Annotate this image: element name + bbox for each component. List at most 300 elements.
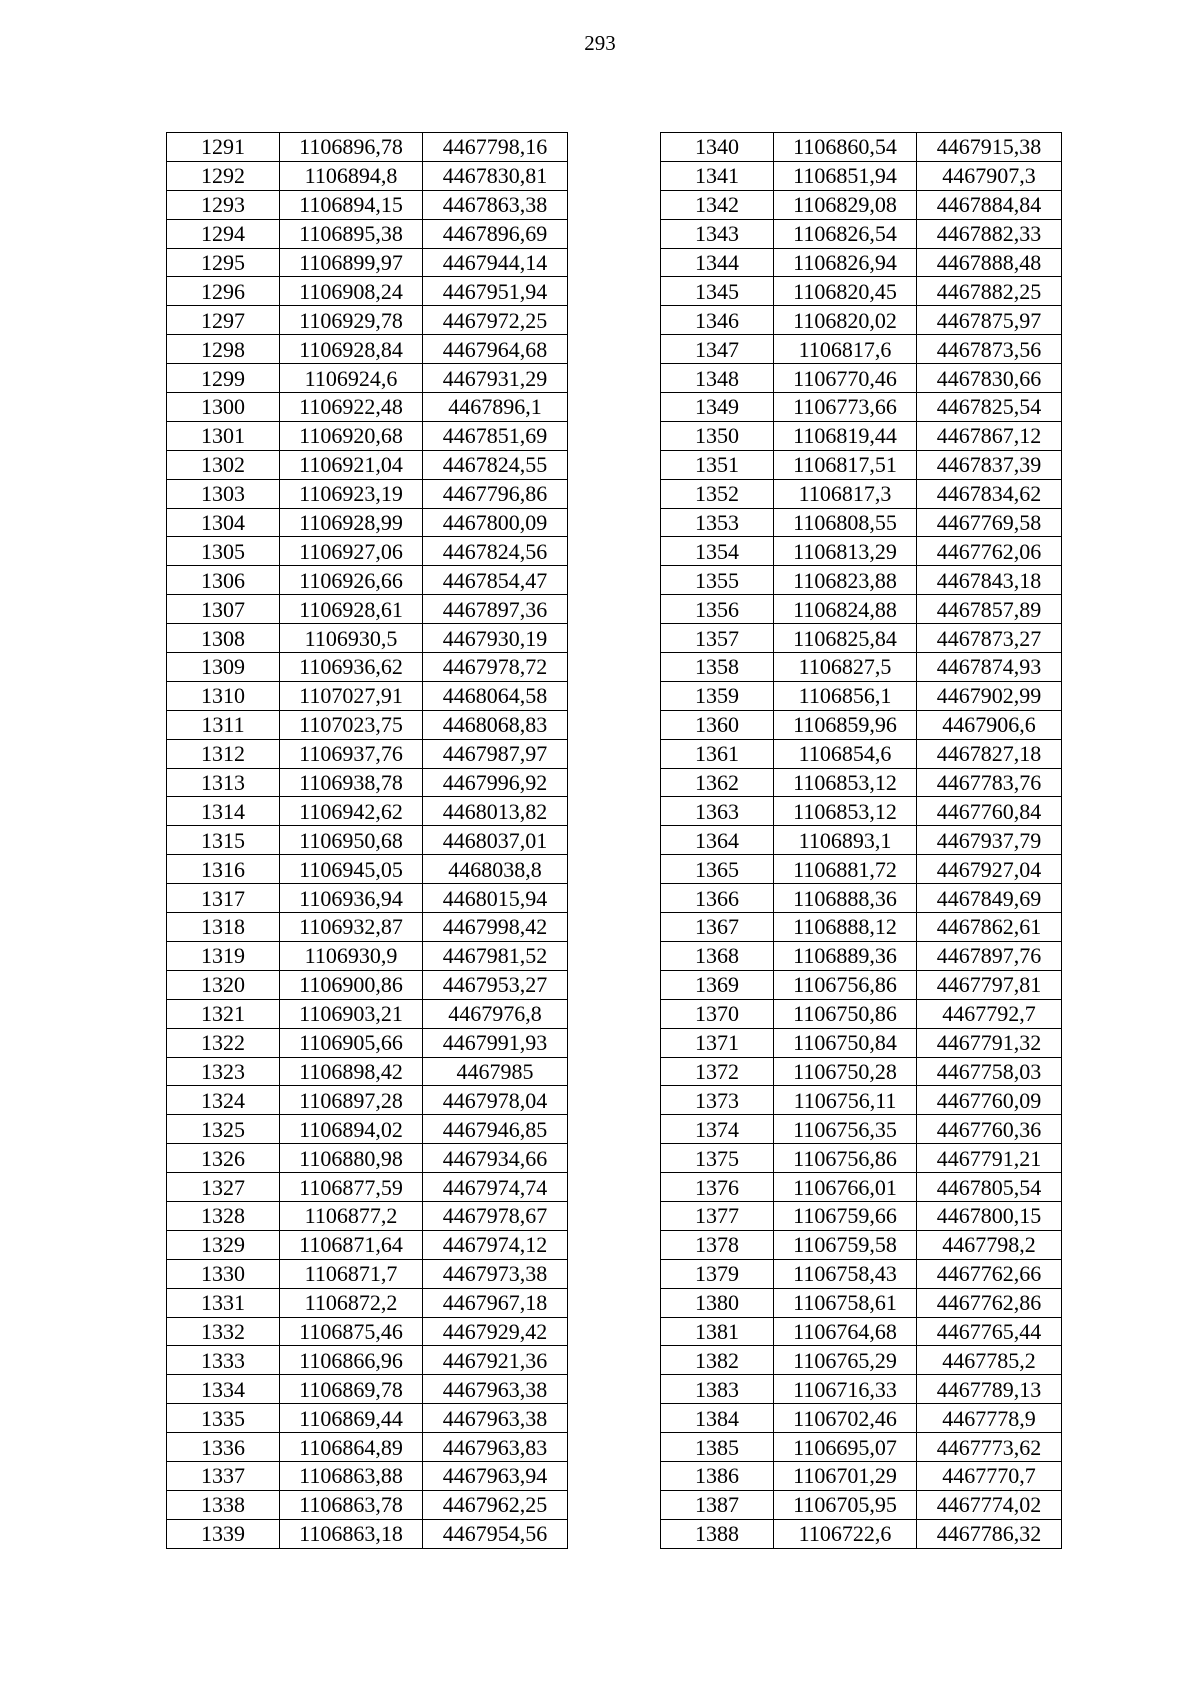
point-number-cell: 1298 <box>167 335 280 364</box>
x-coordinate-cell: 1106871,7 <box>280 1259 423 1288</box>
y-coordinate-cell: 4467930,19 <box>423 624 568 653</box>
point-number-cell: 1325 <box>167 1115 280 1144</box>
y-coordinate-cell: 4467963,83 <box>423 1433 568 1462</box>
point-number-cell: 1345 <box>661 277 774 306</box>
point-number-cell: 1291 <box>167 133 280 162</box>
point-number-cell: 1305 <box>167 537 280 566</box>
x-coordinate-cell: 1106819,44 <box>774 421 917 450</box>
table-row <box>661 479 1062 508</box>
y-coordinate-cell: 4467824,55 <box>423 450 568 479</box>
y-coordinate-cell: 4467770,7 <box>917 1461 1062 1490</box>
x-coordinate-cell: 1106932,87 <box>280 913 423 942</box>
table-row <box>167 364 568 393</box>
table-row <box>167 1201 568 1230</box>
y-coordinate-cell: 4467962,25 <box>423 1490 568 1519</box>
y-coordinate-cell: 4467875,97 <box>917 306 1062 335</box>
x-coordinate-cell: 1106926,66 <box>280 566 423 595</box>
point-number-cell: 1376 <box>661 1173 774 1202</box>
x-coordinate-cell: 1106880,98 <box>280 1144 423 1173</box>
table-row <box>661 1490 1062 1519</box>
point-number-cell: 1346 <box>661 306 774 335</box>
x-coordinate-cell: 1106863,88 <box>280 1461 423 1490</box>
point-number-cell: 1354 <box>661 537 774 566</box>
point-number-cell: 1383 <box>661 1375 774 1404</box>
table-body <box>661 133 1062 1549</box>
point-number-cell: 1373 <box>661 1086 774 1115</box>
table-row <box>167 450 568 479</box>
point-number-cell: 1308 <box>167 624 280 653</box>
table-row <box>661 306 1062 335</box>
y-coordinate-cell: 4467762,06 <box>917 537 1062 566</box>
point-number-cell: 1347 <box>661 335 774 364</box>
table-row <box>661 768 1062 797</box>
x-coordinate-cell: 1106920,68 <box>280 421 423 450</box>
y-coordinate-cell: 4467896,69 <box>423 219 568 248</box>
y-coordinate-cell: 4467963,38 <box>423 1375 568 1404</box>
y-coordinate-cell: 4467760,36 <box>917 1115 1062 1144</box>
y-coordinate-cell: 4467978,72 <box>423 653 568 682</box>
table-row <box>167 941 568 970</box>
y-coordinate-cell: 4468015,94 <box>423 884 568 913</box>
point-number-cell: 1348 <box>661 364 774 393</box>
y-coordinate-cell: 4467954,56 <box>423 1519 568 1548</box>
point-number-cell: 1344 <box>661 248 774 277</box>
y-coordinate-cell: 4467797,81 <box>917 970 1062 999</box>
point-number-cell: 1315 <box>167 826 280 855</box>
point-number-cell: 1326 <box>167 1144 280 1173</box>
table-row <box>661 364 1062 393</box>
x-coordinate-cell: 1106921,04 <box>280 450 423 479</box>
x-coordinate-cell: 1106823,88 <box>774 566 917 595</box>
y-coordinate-cell: 4467934,66 <box>423 1144 568 1173</box>
point-number-cell: 1306 <box>167 566 280 595</box>
x-coordinate-cell: 1106851,94 <box>774 161 917 190</box>
point-number-cell: 1318 <box>167 913 280 942</box>
point-number-cell: 1307 <box>167 595 280 624</box>
table-row <box>661 653 1062 682</box>
x-coordinate-cell: 1107027,91 <box>280 681 423 710</box>
table-row <box>167 739 568 768</box>
y-coordinate-cell: 4467874,93 <box>917 653 1062 682</box>
y-coordinate-cell: 4467824,56 <box>423 537 568 566</box>
table-row <box>167 1288 568 1317</box>
table-row <box>167 855 568 884</box>
x-coordinate-cell: 1106898,42 <box>280 1057 423 1086</box>
y-coordinate-cell: 4467967,18 <box>423 1288 568 1317</box>
x-coordinate-cell: 1106869,44 <box>280 1404 423 1433</box>
y-coordinate-cell: 4467830,81 <box>423 161 568 190</box>
point-number-cell: 1372 <box>661 1057 774 1086</box>
table-row <box>167 826 568 855</box>
point-number-cell: 1292 <box>167 161 280 190</box>
x-coordinate-cell: 1106897,28 <box>280 1086 423 1115</box>
y-coordinate-cell: 4467884,84 <box>917 190 1062 219</box>
x-coordinate-cell: 1106930,5 <box>280 624 423 653</box>
x-coordinate-cell: 1106853,12 <box>774 797 917 826</box>
point-number-cell: 1366 <box>661 884 774 913</box>
point-number-cell: 1382 <box>661 1346 774 1375</box>
x-coordinate-cell: 1106759,66 <box>774 1201 917 1230</box>
y-coordinate-cell: 4467873,27 <box>917 624 1062 653</box>
table-row <box>661 739 1062 768</box>
point-number-cell: 1356 <box>661 595 774 624</box>
table-row <box>661 826 1062 855</box>
point-number-cell: 1329 <box>167 1230 280 1259</box>
table-row <box>167 219 568 248</box>
table-row <box>661 450 1062 479</box>
point-number-cell: 1380 <box>661 1288 774 1317</box>
table-row <box>661 1115 1062 1144</box>
point-number-cell: 1352 <box>661 479 774 508</box>
x-coordinate-cell: 1106820,45 <box>774 277 917 306</box>
table-body <box>167 133 568 1549</box>
point-number-cell: 1377 <box>661 1201 774 1230</box>
x-coordinate-cell: 1106773,66 <box>774 393 917 422</box>
point-number-cell: 1360 <box>661 710 774 739</box>
y-coordinate-cell: 4468068,83 <box>423 710 568 739</box>
table-row <box>167 1259 568 1288</box>
y-coordinate-cell: 4467929,42 <box>423 1317 568 1346</box>
y-coordinate-cell: 4467873,56 <box>917 335 1062 364</box>
y-coordinate-cell: 4467897,36 <box>423 595 568 624</box>
point-number-cell: 1385 <box>661 1433 774 1462</box>
point-number-cell: 1358 <box>661 653 774 682</box>
y-coordinate-cell: 4467944,14 <box>423 248 568 277</box>
y-coordinate-cell: 4467964,68 <box>423 335 568 364</box>
y-coordinate-cell: 4467792,7 <box>917 999 1062 1028</box>
table-row <box>661 421 1062 450</box>
y-coordinate-cell: 4467953,27 <box>423 970 568 999</box>
y-coordinate-cell: 4467785,2 <box>917 1346 1062 1375</box>
table-row <box>661 393 1062 422</box>
table-row <box>661 1317 1062 1346</box>
table-row <box>167 1057 568 1086</box>
y-coordinate-cell: 4467805,54 <box>917 1173 1062 1202</box>
x-coordinate-cell: 1106820,02 <box>774 306 917 335</box>
x-coordinate-cell: 1106928,99 <box>280 508 423 537</box>
point-number-cell: 1341 <box>661 161 774 190</box>
point-number-cell: 1365 <box>661 855 774 884</box>
y-coordinate-cell: 4467791,32 <box>917 1028 1062 1057</box>
table-row <box>167 768 568 797</box>
x-coordinate-cell: 1106936,94 <box>280 884 423 913</box>
x-coordinate-cell: 1106888,36 <box>774 884 917 913</box>
y-coordinate-cell: 4467896,1 <box>423 393 568 422</box>
x-coordinate-cell: 1106888,12 <box>774 913 917 942</box>
x-coordinate-cell: 1106938,78 <box>280 768 423 797</box>
point-number-cell: 1357 <box>661 624 774 653</box>
y-coordinate-cell: 4468037,01 <box>423 826 568 855</box>
coordinates-table-right <box>660 132 1062 1549</box>
y-coordinate-cell: 4467798,2 <box>917 1230 1062 1259</box>
x-coordinate-cell: 1106856,1 <box>774 681 917 710</box>
table-row <box>167 913 568 942</box>
y-coordinate-cell: 4467931,29 <box>423 364 568 393</box>
point-number-cell: 1369 <box>661 970 774 999</box>
table-row <box>661 1086 1062 1115</box>
y-coordinate-cell: 4467882,25 <box>917 277 1062 306</box>
y-coordinate-cell: 4467849,69 <box>917 884 1062 913</box>
table-row <box>661 219 1062 248</box>
point-number-cell: 1375 <box>661 1144 774 1173</box>
y-coordinate-cell: 4467800,09 <box>423 508 568 537</box>
table-row <box>167 1086 568 1115</box>
table-row <box>167 277 568 306</box>
table-row <box>167 1433 568 1462</box>
y-coordinate-cell: 4467981,52 <box>423 941 568 970</box>
x-coordinate-cell: 1106853,12 <box>774 768 917 797</box>
y-coordinate-cell: 4467963,38 <box>423 1404 568 1433</box>
table-row <box>167 1144 568 1173</box>
table-row <box>661 1230 1062 1259</box>
table-row <box>167 306 568 335</box>
point-number-cell: 1295 <box>167 248 280 277</box>
x-coordinate-cell: 1106908,24 <box>280 277 423 306</box>
table-row <box>661 1461 1062 1490</box>
y-coordinate-cell: 4467951,94 <box>423 277 568 306</box>
y-coordinate-cell: 4468064,58 <box>423 681 568 710</box>
x-coordinate-cell: 1106950,68 <box>280 826 423 855</box>
x-coordinate-cell: 1106875,46 <box>280 1317 423 1346</box>
x-coordinate-cell: 1106756,86 <box>774 970 917 999</box>
y-coordinate-cell: 4467882,33 <box>917 219 1062 248</box>
x-coordinate-cell: 1106894,8 <box>280 161 423 190</box>
y-coordinate-cell: 4467827,18 <box>917 739 1062 768</box>
y-coordinate-cell: 4467830,66 <box>917 364 1062 393</box>
table-row <box>167 1461 568 1490</box>
y-coordinate-cell: 4467760,84 <box>917 797 1062 826</box>
y-coordinate-cell: 4468038,8 <box>423 855 568 884</box>
table-row <box>661 1346 1062 1375</box>
table-row <box>167 133 568 162</box>
point-number-cell: 1336 <box>167 1433 280 1462</box>
y-coordinate-cell: 4467760,09 <box>917 1086 1062 1115</box>
table-row <box>661 884 1062 913</box>
page-number: 293 <box>584 31 616 55</box>
table-row <box>167 797 568 826</box>
point-number-cell: 1312 <box>167 739 280 768</box>
point-number-cell: 1340 <box>661 133 774 162</box>
point-number-cell: 1353 <box>661 508 774 537</box>
point-number-cell: 1311 <box>167 710 280 739</box>
x-coordinate-cell: 1106924,6 <box>280 364 423 393</box>
table-row <box>167 508 568 537</box>
table-row <box>661 1028 1062 1057</box>
y-coordinate-cell: 4468013,82 <box>423 797 568 826</box>
y-coordinate-cell: 4467976,8 <box>423 999 568 1028</box>
x-coordinate-cell: 1106881,72 <box>774 855 917 884</box>
point-number-cell: 1300 <box>167 393 280 422</box>
x-coordinate-cell: 1106894,02 <box>280 1115 423 1144</box>
table-row <box>167 479 568 508</box>
y-coordinate-cell: 4467857,89 <box>917 595 1062 624</box>
x-coordinate-cell: 1106877,59 <box>280 1173 423 1202</box>
point-number-cell: 1322 <box>167 1028 280 1057</box>
x-coordinate-cell: 1106863,78 <box>280 1490 423 1519</box>
point-number-cell: 1304 <box>167 508 280 537</box>
point-number-cell: 1313 <box>167 768 280 797</box>
y-coordinate-cell: 4467921,36 <box>423 1346 568 1375</box>
table-row <box>661 999 1062 1028</box>
y-coordinate-cell: 4467927,04 <box>917 855 1062 884</box>
x-coordinate-cell: 1106928,84 <box>280 335 423 364</box>
point-number-cell: 1381 <box>661 1317 774 1346</box>
table-row <box>167 595 568 624</box>
table-row <box>661 1433 1062 1462</box>
point-number-cell: 1317 <box>167 884 280 913</box>
y-coordinate-cell: 4467783,76 <box>917 768 1062 797</box>
point-number-cell: 1293 <box>167 190 280 219</box>
y-coordinate-cell: 4467915,38 <box>917 133 1062 162</box>
x-coordinate-cell: 1106860,54 <box>774 133 917 162</box>
x-coordinate-cell: 1106695,07 <box>774 1433 917 1462</box>
x-coordinate-cell: 1106722,6 <box>774 1519 917 1548</box>
point-number-cell: 1332 <box>167 1317 280 1346</box>
table-row <box>661 248 1062 277</box>
point-number-cell: 1367 <box>661 913 774 942</box>
y-coordinate-cell: 4467837,39 <box>917 450 1062 479</box>
x-coordinate-cell: 1106813,29 <box>774 537 917 566</box>
y-coordinate-cell: 4467963,94 <box>423 1461 568 1490</box>
x-coordinate-cell: 1106889,36 <box>774 941 917 970</box>
table-row <box>661 595 1062 624</box>
y-coordinate-cell: 4467985 <box>423 1057 568 1086</box>
point-number-cell: 1379 <box>661 1259 774 1288</box>
x-coordinate-cell: 1106900,86 <box>280 970 423 999</box>
point-number-cell: 1324 <box>167 1086 280 1115</box>
x-coordinate-cell: 1106829,08 <box>774 190 917 219</box>
y-coordinate-cell: 4467786,32 <box>917 1519 1062 1548</box>
y-coordinate-cell: 4467789,13 <box>917 1375 1062 1404</box>
point-number-cell: 1299 <box>167 364 280 393</box>
point-number-cell: 1337 <box>167 1461 280 1490</box>
table-row <box>661 537 1062 566</box>
y-coordinate-cell: 4467825,54 <box>917 393 1062 422</box>
table-row <box>661 133 1062 162</box>
y-coordinate-cell: 4467996,92 <box>423 768 568 797</box>
table-row <box>167 190 568 219</box>
table-row <box>661 1144 1062 1173</box>
point-number-cell: 1387 <box>661 1490 774 1519</box>
point-number-cell: 1302 <box>167 450 280 479</box>
x-coordinate-cell: 1106702,46 <box>774 1404 917 1433</box>
table-row <box>167 710 568 739</box>
x-coordinate-cell: 1106826,94 <box>774 248 917 277</box>
x-coordinate-cell: 1106866,96 <box>280 1346 423 1375</box>
y-coordinate-cell: 4467762,66 <box>917 1259 1062 1288</box>
x-coordinate-cell: 1106930,9 <box>280 941 423 970</box>
table-row <box>167 970 568 999</box>
table-row <box>661 1173 1062 1202</box>
x-coordinate-cell: 1106701,29 <box>774 1461 917 1490</box>
x-coordinate-cell: 1106929,78 <box>280 306 423 335</box>
table-row <box>167 566 568 595</box>
coordinates-table-left <box>166 132 568 1549</box>
point-number-cell: 1361 <box>661 739 774 768</box>
x-coordinate-cell: 1106705,95 <box>774 1490 917 1519</box>
x-coordinate-cell: 1106827,5 <box>774 653 917 682</box>
point-number-cell: 1339 <box>167 1519 280 1548</box>
point-number-cell: 1319 <box>167 941 280 970</box>
table-row <box>167 248 568 277</box>
point-number-cell: 1338 <box>167 1490 280 1519</box>
table-row <box>661 1519 1062 1548</box>
table-row <box>167 1317 568 1346</box>
table-row <box>167 1404 568 1433</box>
table-row <box>167 1346 568 1375</box>
table-row <box>167 421 568 450</box>
table-row <box>661 710 1062 739</box>
x-coordinate-cell: 1106859,96 <box>774 710 917 739</box>
x-coordinate-cell: 1106758,61 <box>774 1288 917 1317</box>
y-coordinate-cell: 4467791,21 <box>917 1144 1062 1173</box>
table-row <box>167 1115 568 1144</box>
table-row <box>167 999 568 1028</box>
point-number-cell: 1368 <box>661 941 774 970</box>
table-row <box>661 970 1062 999</box>
point-number-cell: 1294 <box>167 219 280 248</box>
x-coordinate-cell: 1106923,19 <box>280 479 423 508</box>
y-coordinate-cell: 4467854,47 <box>423 566 568 595</box>
table-row <box>661 1259 1062 1288</box>
x-coordinate-cell: 1106765,29 <box>774 1346 917 1375</box>
table-row <box>167 393 568 422</box>
point-number-cell: 1323 <box>167 1057 280 1086</box>
table-row <box>167 1173 568 1202</box>
x-coordinate-cell: 1106863,18 <box>280 1519 423 1548</box>
point-number-cell: 1303 <box>167 479 280 508</box>
x-coordinate-cell: 1106896,78 <box>280 133 423 162</box>
y-coordinate-cell: 4467762,86 <box>917 1288 1062 1317</box>
point-number-cell: 1388 <box>661 1519 774 1548</box>
point-number-cell: 1321 <box>167 999 280 1028</box>
y-coordinate-cell: 4467907,3 <box>917 161 1062 190</box>
point-number-cell: 1362 <box>661 768 774 797</box>
point-number-cell: 1359 <box>661 681 774 710</box>
table-row <box>661 566 1062 595</box>
x-coordinate-cell: 1106922,48 <box>280 393 423 422</box>
table-row <box>661 1404 1062 1433</box>
table-row <box>167 681 568 710</box>
point-number-cell: 1327 <box>167 1173 280 1202</box>
x-coordinate-cell: 1106864,89 <box>280 1433 423 1462</box>
point-number-cell: 1310 <box>167 681 280 710</box>
point-number-cell: 1301 <box>167 421 280 450</box>
point-number-cell: 1316 <box>167 855 280 884</box>
point-number-cell: 1328 <box>167 1201 280 1230</box>
point-number-cell: 1334 <box>167 1375 280 1404</box>
point-number-cell: 1330 <box>167 1259 280 1288</box>
x-coordinate-cell: 1107023,75 <box>280 710 423 739</box>
x-coordinate-cell: 1106854,6 <box>774 739 917 768</box>
point-number-cell: 1351 <box>661 450 774 479</box>
x-coordinate-cell: 1106894,15 <box>280 190 423 219</box>
x-coordinate-cell: 1106871,64 <box>280 1230 423 1259</box>
x-coordinate-cell: 1106824,88 <box>774 595 917 624</box>
table-row <box>167 1028 568 1057</box>
point-number-cell: 1335 <box>167 1404 280 1433</box>
point-number-cell: 1363 <box>661 797 774 826</box>
y-coordinate-cell: 4467796,86 <box>423 479 568 508</box>
point-number-cell: 1378 <box>661 1230 774 1259</box>
x-coordinate-cell: 1106942,62 <box>280 797 423 826</box>
table-row <box>167 624 568 653</box>
y-coordinate-cell: 4467973,38 <box>423 1259 568 1288</box>
y-coordinate-cell: 4467769,58 <box>917 508 1062 537</box>
y-coordinate-cell: 4467851,69 <box>423 421 568 450</box>
table-row <box>167 884 568 913</box>
table-row <box>167 161 568 190</box>
